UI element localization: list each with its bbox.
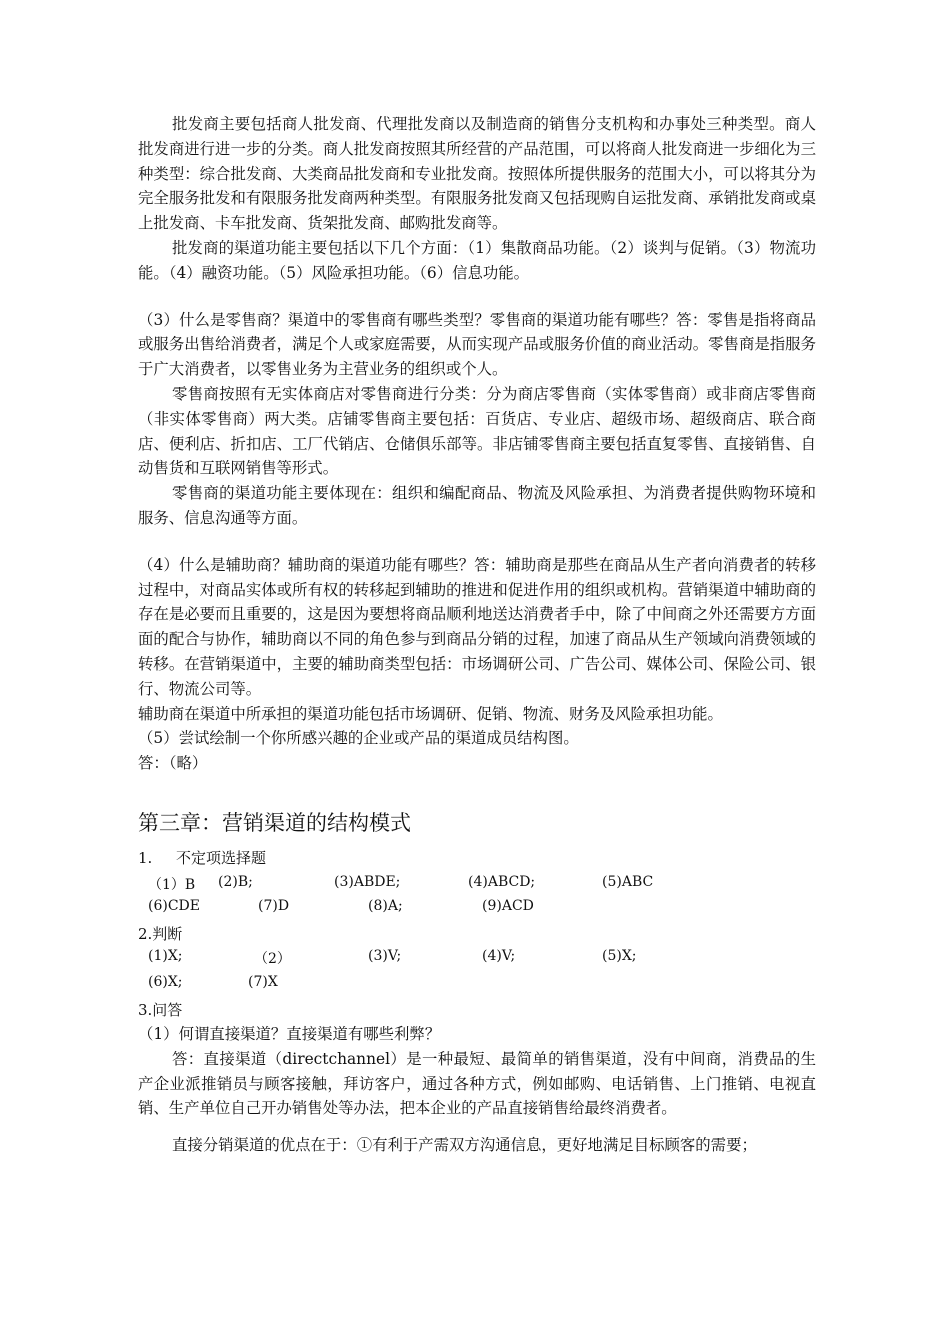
- section-title: 不定项选择题: [176, 848, 267, 867]
- tf-answer-row-2: [138, 974, 816, 998]
- spacer: [138, 531, 816, 553]
- section-qa-heading: 3.问答: [138, 1000, 183, 1019]
- mc-answer: (4)ABCD;: [468, 873, 536, 890]
- tf-answer: (7)X: [248, 973, 278, 990]
- answer-direct-channel: 答：直接渠道（directchannel）是一种最短、最简单的销售渠道，没有中间商，消费品的生产企业派推销员与顾客接触，拜访客户，通过各种方式，例如邮购、电话销售、上门推销、电视直销、生产单位自己开办销售处等办法，把本企业的产品直接销售给最终消费者。: [138, 1049, 816, 1118]
- answer-omitted: 答：（略）: [138, 754, 208, 773]
- mc-answer: (7)D: [258, 897, 290, 914]
- mc-answer: （1）B: [148, 876, 196, 893]
- tf-answer: (3)V;: [368, 947, 402, 964]
- tf-answer: （2）: [254, 950, 291, 967]
- mc-answer: (5)ABC: [602, 873, 654, 890]
- tf-answer: (4)V;: [482, 947, 516, 964]
- mc-answer: (2)B;: [218, 873, 253, 890]
- mc-answer: (8)A;: [368, 897, 403, 914]
- section-true-false-heading: 2.判断: [138, 924, 183, 943]
- tf-answer: (5)X;: [602, 947, 637, 964]
- paragraph-facilitator-functions: 辅助商在渠道中所承担的渠道功能包括市场调研、促销、物流、财务及风险承担功能。: [138, 704, 723, 723]
- paragraph-wholesaler-types: 批发商主要包括商人批发商、代理批发商以及制造商的销售分支机构和办事处三种类型。商人批发商进行进一步的分类。商人批发商按照其所经营的产品范围，可以将商人批发商进一步细化为三种类型：综合批发商、大类商品批发商和专业批发商。按照体所提供服务的范围大小，可以将其分为完全服务批发和有限服务批发商两种类型。有限服务批发商又包括现购自运批发商、承销批发商或桌上批发商、卡车批发商、货架批发商、邮购批发商等。: [138, 115, 816, 233]
- spacer: [138, 1121, 816, 1133]
- section-number: 1.: [138, 848, 153, 867]
- paragraph-retailer-functions: 零售商的渠道功能主要体现在：组织和编配商品、物流及风险承担、为消费者提供购物环境和服务、信息沟通等方面。: [138, 484, 816, 527]
- question-facilitator: （4）什么是辅助商？辅助商的渠道功能有哪些？答：辅助商是那些在商品从生产者向消费者的转移过程中，对商品实体或所有权的转移起到辅助的推进和促进作用的组织或机构。营销渠道中辅助商的存在是必要而且重要的，这是因为要想将商品顺利地送达消费者手中，除了中间商之外还需要方方面面的配合与协作，辅助商以不同的角色参与到商品分销的过程，加速了商品从生产领域向消费领域的转移。在营销渠道中，主要的辅助商类型包括：市场调研公司、广告公司、媒体公司、保险公司、银行、物流公司等。: [138, 555, 816, 698]
- mc-answer-row-1: [138, 874, 816, 898]
- question-retailer: （3）什么是零售商？渠道中的零售商有哪些类型？零售商的渠道功能有哪些？答：零售是指将商品或服务出售给消费者，满足个人或家庭需要，从而实现产品或服务价值的商业活动。零售商是指服务于广大消费者，以零售业务为主营业务的组织或个人。: [138, 310, 816, 379]
- mc-answer: (9)ACD: [482, 897, 534, 914]
- mc-answer: (6)CDE: [148, 897, 200, 914]
- question-channel-diagram: （5）尝试绘制一个你所感兴趣的企业或产品的渠道成员结构图。: [138, 729, 579, 748]
- spacer: [138, 286, 816, 308]
- section-multiple-choice-heading: [138, 846, 816, 870]
- tf-answer-row-1: [138, 948, 816, 972]
- mc-answer-row-2: [138, 898, 816, 922]
- tf-answer: (6)X;: [148, 973, 183, 990]
- paragraph-direct-channel-advantages: 直接分销渠道的优点在于：①有利于产需双方沟通信息，更好地满足目标顾客的需要；: [172, 1136, 757, 1155]
- document-page: [138, 112, 816, 1158]
- paragraph-retailer-types: 零售商按照有无实体商店对零售商进行分类：分为商店零售商（实体零售商）或非商店零售商（非实体零售商）两大类。店铺零售商主要包括：百货店、专业店、超级市场、超级商店、联合商店、便利店、折扣店、工厂代销店、仓储俱乐部等。非店铺零售商主要包括直复零售、直接销售、自动售货和互联网销售等形式。: [138, 384, 816, 478]
- paragraph-wholesaler-functions: 批发商的渠道功能主要包括以下几个方面：（1）集散商品功能。（2）谈判与促销。（3）物流功能。（4）融资功能。（5）风险承担功能。（6）信息功能。: [138, 238, 816, 282]
- question-direct-channel: （1）何谓直接渠道？直接渠道有哪些利弊？: [138, 1024, 441, 1043]
- tf-answer: (1)X;: [148, 947, 183, 964]
- chapter-title: 第三章：营销渠道的结构模式: [138, 810, 411, 835]
- mc-answer: (3)ABDE;: [334, 873, 401, 890]
